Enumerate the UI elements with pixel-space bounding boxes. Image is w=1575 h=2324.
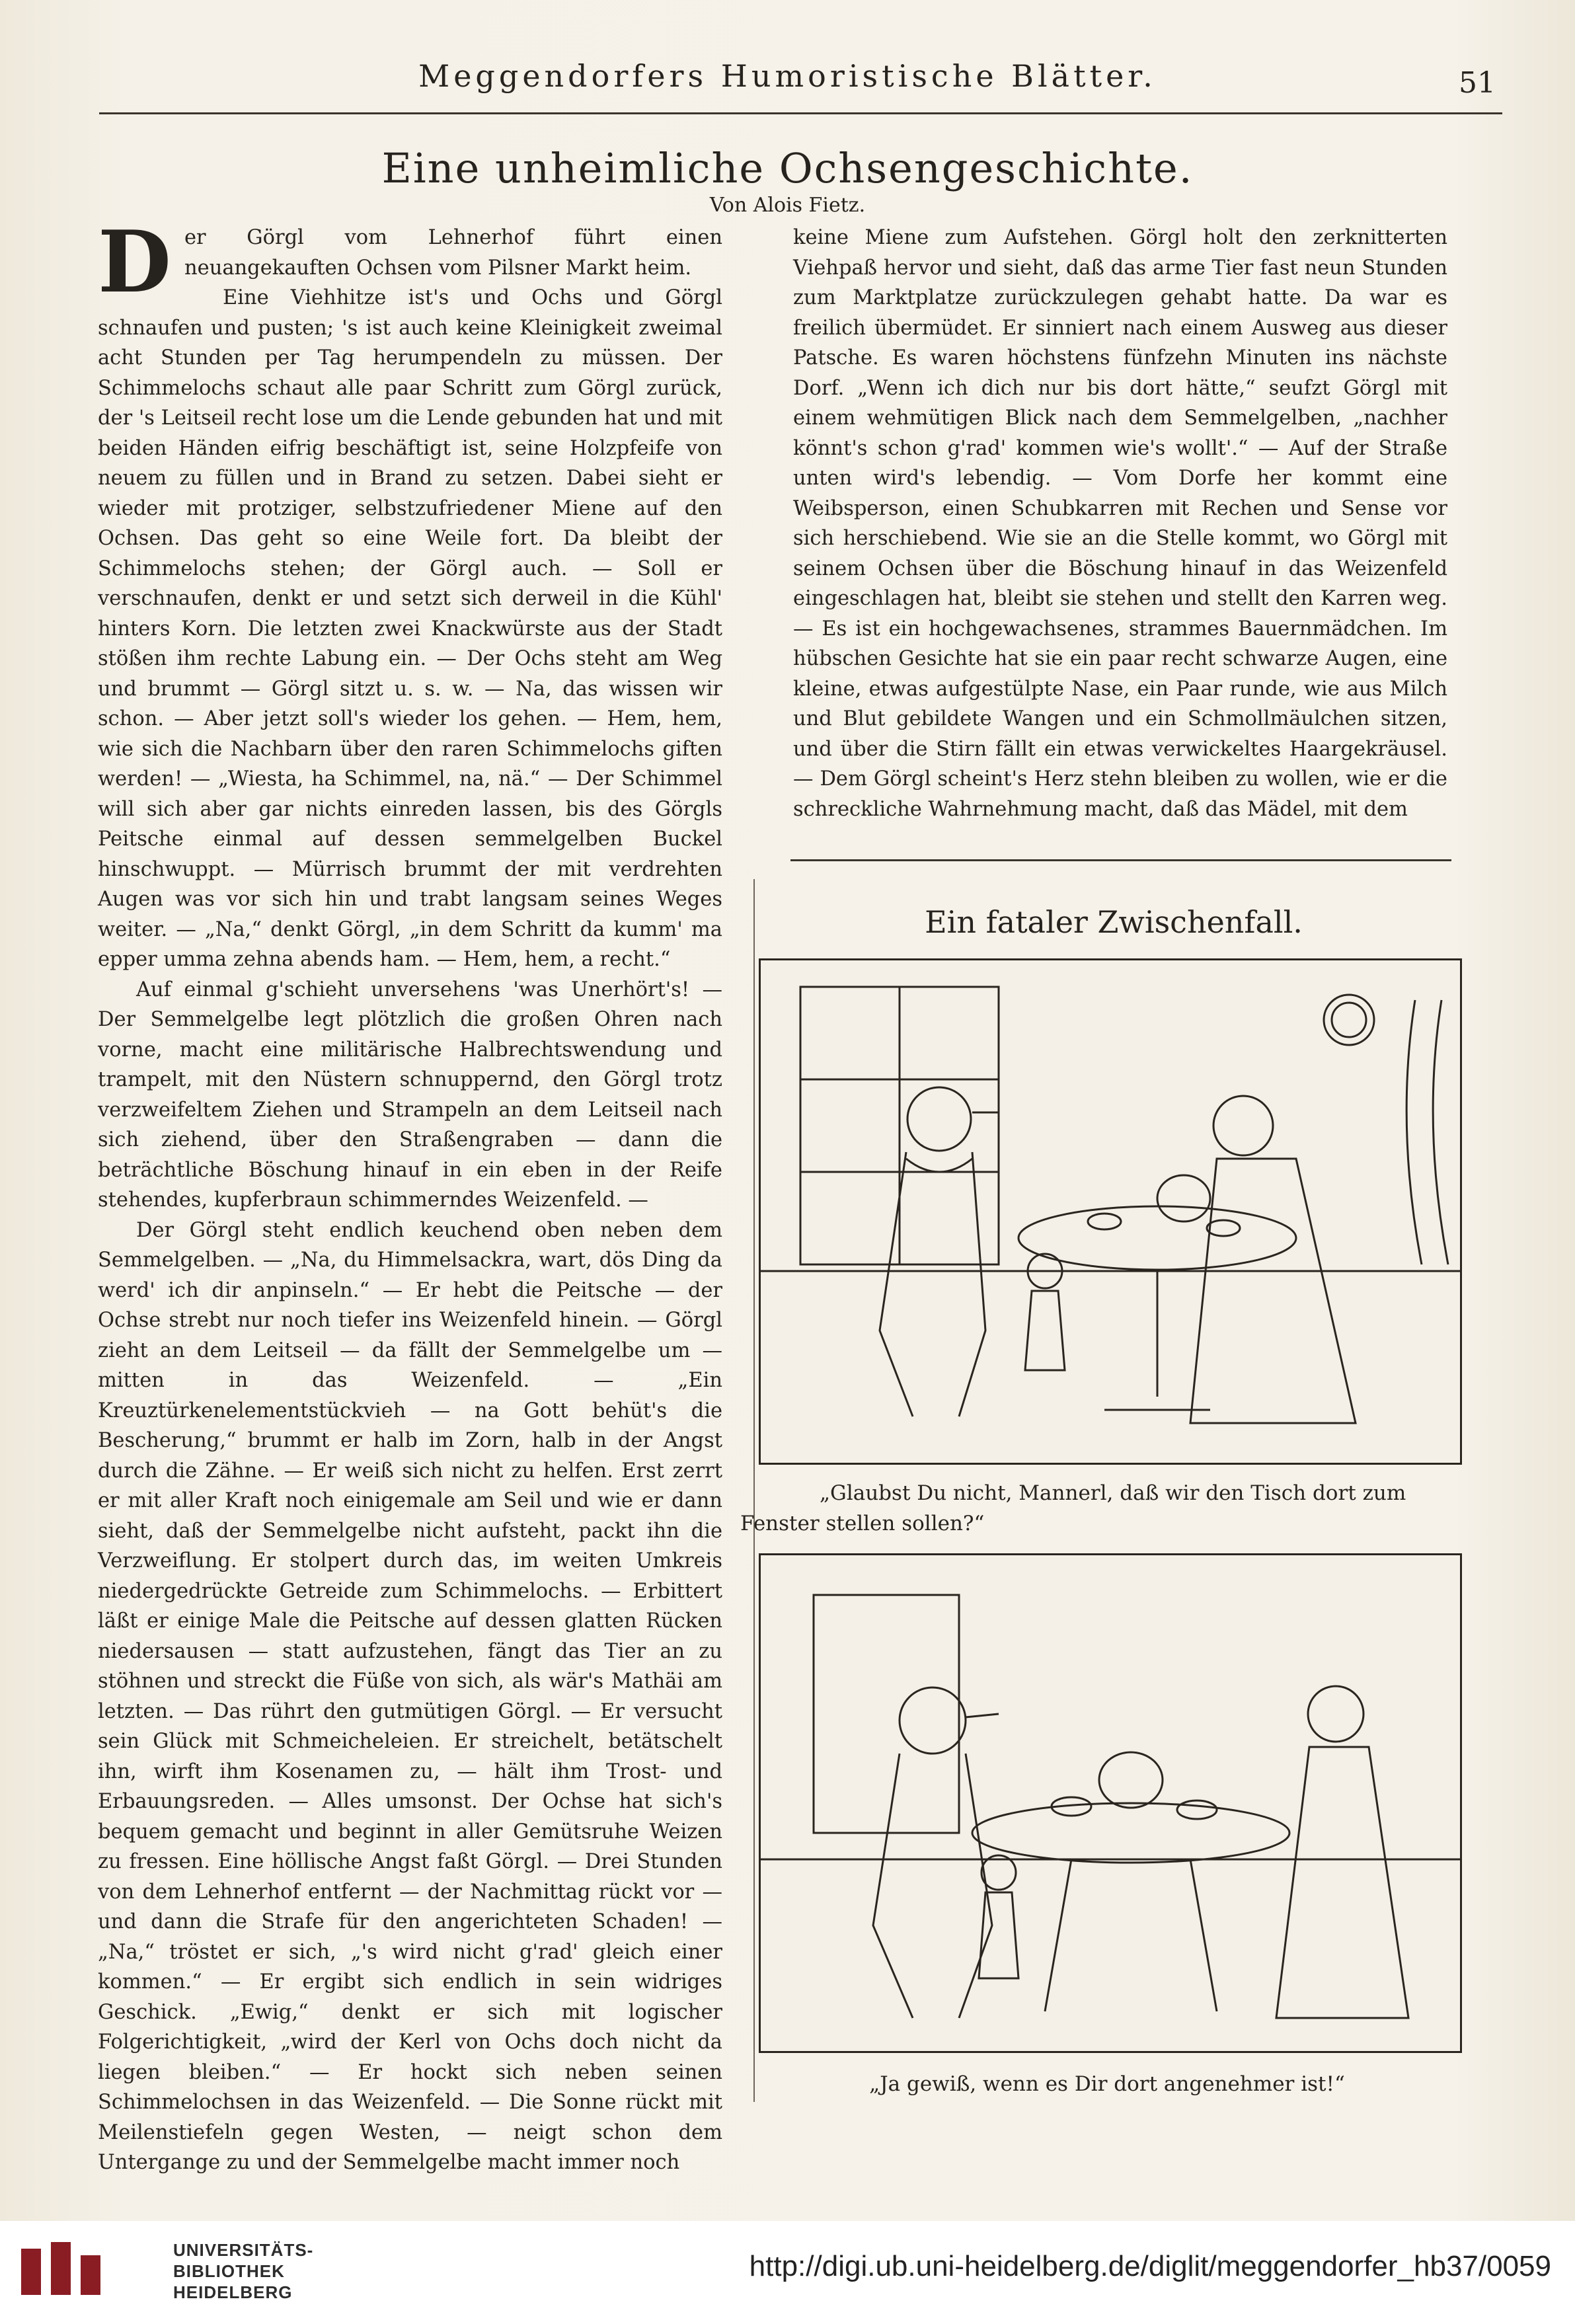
cartoon-panel-2	[759, 1553, 1462, 2053]
paragraph: Eine Viehhitze ist's und Ochs und Görgl schnaufen und pusten; 's ist auch keine Kleinigkeit zweimal acht Stunden per Tag herumpendeln zu müssen. Der Schimmelochs schaut alle paar Schritt zum Görgl zurück, der 's Leitseil recht lose um die Lende gebunden hat und mit beiden Händen eifrig beschäftigt ist, seine Holzpfeife von neuem zu füllen und in Brand zu setzen. Dabei sieht er wieder mit protziger, selbstzufriedener Miene auf den Ochsen. Das geht so eine Weile fort. Da bleibt der Schimmelochs stehen; der Görgl auch. — Soll er verschnaufen, denkt er und setzt sich derweil in die Kühl' hinters Korn. Die letzten zwei Knackwürste aus der Stadt stößen ihm rechte Labung ein. — Der Ochs steht am Weg und brummt — Görgl sitzt u. s. w. — Na, das wissen wir schon. — Aber jetzt soll's wieder los gehen. — Hem, hem, wie sich die Nachbarn über den raren Schimmelochs giften werden! — „Wiesta, ha Schimmel, na, nä.“ — Der Schimmel will sich aber gar nichts einreden lassen, bis des Görgls Peitsche einmal auf dessen semmelgelben Buckel hinschwuppt. — Mürrisch brummt der mit verdrehten Augen was vor sich hin und trabt langsam seines Weges weiter. — „Na,“ denkt Görgl, „in dem Schritt da kumm' ma epper umma zehna abends ham. — Hem, hem, a recht.“	[98, 286, 722, 971]
library-name	[173, 2239, 313, 2303]
footer-bar	[0, 2221, 1575, 2324]
library-name-line: HEIDELBERG	[173, 2282, 293, 2302]
cartoon-illustration-2	[761, 1555, 1460, 2051]
paragraph: keine Miene zum Aufstehen. Görgl holt den zerknitterten Viehpaß hervor und sieht, daß das arme Tier fast neun Stunden zum Marktplatze zurückzulegen gehabt hatte. Da war es freilich übermüdet. Er sinniert nach einem Ausweg aus dieser Patsche. Es waren höchstens fünfzehn Minuten ins nächste Dorf. „Wenn ich dich nur bis dort hätte,“ seufzt Görgl mit einem wehmütigen Blick nach dem Semmelgelben, „nachher könnt's schon g'rad' kommen wie's wollt'.“ — Auf der Straße unten wird's lebendig. — Vom Dorfe her kommt eine Weibsperson, einen Schubkarren mit Rechen und Sense vor sich herschiebend. Wie sie an die Stelle kommt, wo Görgl mit seinem Ochsen über die Böschung hinauf in das Weizenfeld eingeschlagen hat, bleibt sie stehen und stellt den Karren weg. — Es ist ein hochgewachsenes, strammes Bauernmädchen. Im hübschen Gesichte hat sie ein paar recht schwarze Augen, eine kleine, etwas aufgestülpte Nase, ein Paar runde, wie aus Milch und Blut gebildete Wangen und ein Schmollmäulchen sitzen, und über die Stirn fällt ein etwas verwickeltes Haargekräusel. — Dem Görgl scheint's Herz stehn bleiben zu wollen, wie er die schreckliche Wahrnehmung macht, daß das Mädel, mit dem	[793, 226, 1447, 821]
library-logo	[15, 2235, 120, 2308]
article-byline: Von Alois Fietz.	[709, 194, 866, 217]
drop-cap: D	[98, 213, 171, 312]
cartoon-caption-1: „Glaubst Du nicht, Mannerl, daß wir den Tisch dort zum Fenster stellen sollen?“	[740, 1481, 1406, 1535]
article-title: Eine unheimliche Ochsengeschichte.	[381, 144, 1194, 192]
section-rule	[790, 859, 1451, 861]
running-title: Meggendorfers Humoristische Blätter.	[418, 58, 1157, 94]
cartoon-caption-2: „Ja gewiß, wenn es Dir dort angenehmer ist!“	[869, 2072, 1345, 2096]
source-url[interactable]: http://digi.ub.uni-heidelberg.de/diglit/meggendorfer_hb37/0059	[749, 2250, 1551, 2282]
library-name-line: UNIVERSITÄTS-	[173, 2240, 314, 2260]
cartoon-title: Ein fataler Zwischenfall.	[925, 904, 1303, 940]
header-rule	[99, 112, 1502, 114]
page-number: 51	[1459, 66, 1496, 100]
right-column	[793, 223, 1447, 824]
paragraph	[98, 213, 722, 312]
cartoon-panel-1	[759, 958, 1462, 1465]
library-name-line: BIBLIOTHEK	[173, 2261, 285, 2281]
paragraph: Der Görgl steht endlich keuchend oben neben dem Semmelgelben. — „Na, du Himmelsackra, wart, dös Ding da werd' ich dir anpinseln.“ — Er hebt die Peitsche — der Ochse strebt nur noch tiefer ins Weizenfeld hinein. — Görgl zieht an dem Leitseil — da fällt der Semmelgelbe um — mitten in das Weizenfeld. — „Ein Kreuztürkenelementstückvieh — na Gott behüt's die Bescherung,“ brummt er halb im Zorn, halb in der Angst durch die Zähne. — Er weiß sich nicht zu helfen. Erst zerrt er mit aller Kraft noch einigemale am Seil und wie er dann sieht, daß der Semmelgelbe nicht aufsteht, packt ihn die Verzweiflung. Er stolpert durch das, im weiten Umkreis niedergedrückte Getreide zum Schimmelochs. — Erbittert läßt er einige Male die Peitsche auf dessen glatten Rücken niedersausen — statt aufzustehen, fängt das Tier an zu stöhnen und streckt die Füße von sich, als wär's Mathäi am letzten. — Das rührt den gutmütigen Görgl. — Er versucht sein Glück mit Schmeicheleien. Er streichelt, betätschelt ihn, wirft ihm Kosenamen zu, — hält ihm Trost- und Erbauungsreden. — Alles umsonst. Der Ochse hat sich's bequem gemacht und beginnt in aller Gemütsruhe Weizen zu fressen. Eine höllische Angst faßt Görgl. — Drei Stunden von dem Lehnerhof entfernt — der Nachmittag rückt vor — und dann die Strafe für den angerichteten Schaden! — „Na,“ tröstet er sich, „'s wird nicht g'rad' gleich einer kommen.“ — Er ergibt sich endlich in sein widriges Geschick. „Ewig,“ denkt er sich mit logischer Folgerichtigkeit, „wird der Kerl von Ochs doch nicht da liegen bleiben.“ — Er hockt sich neben seinen Schimmelochsen in das Weizenfeld. — Die Sonne rückt mit Meilenstiefeln gegen Westen, — neigt schon dem Untergange zu und der Semmelgelbe macht immer noch	[98, 1218, 722, 2174]
left-column	[98, 213, 722, 2178]
paragraph-text: er Görgl vom Lehnerhof führt einen neuangekauften Ochsen vom Pilsner Markt heim.	[184, 226, 722, 280]
cartoon-illustration-1	[761, 960, 1460, 1463]
paragraph: Auf einmal g'schieht unversehens 'was Unerhört's! — Der Semmelgelbe legt plötzlich die großen Ohren nach vorne, macht eine militärische Halbrechtswendung und trampelt, mit den Nüstern schnuppernd, den Görgl trotz verzweifeltem Ziehen und Strampeln an dem Leitseil nach sich ziehend, über den Straßengraben — dann die beträchtliche Böschung hinauf in ein eben in der Reife stehendes, kupferbraun schimmerndes Weizenfeld. —	[98, 978, 722, 1212]
